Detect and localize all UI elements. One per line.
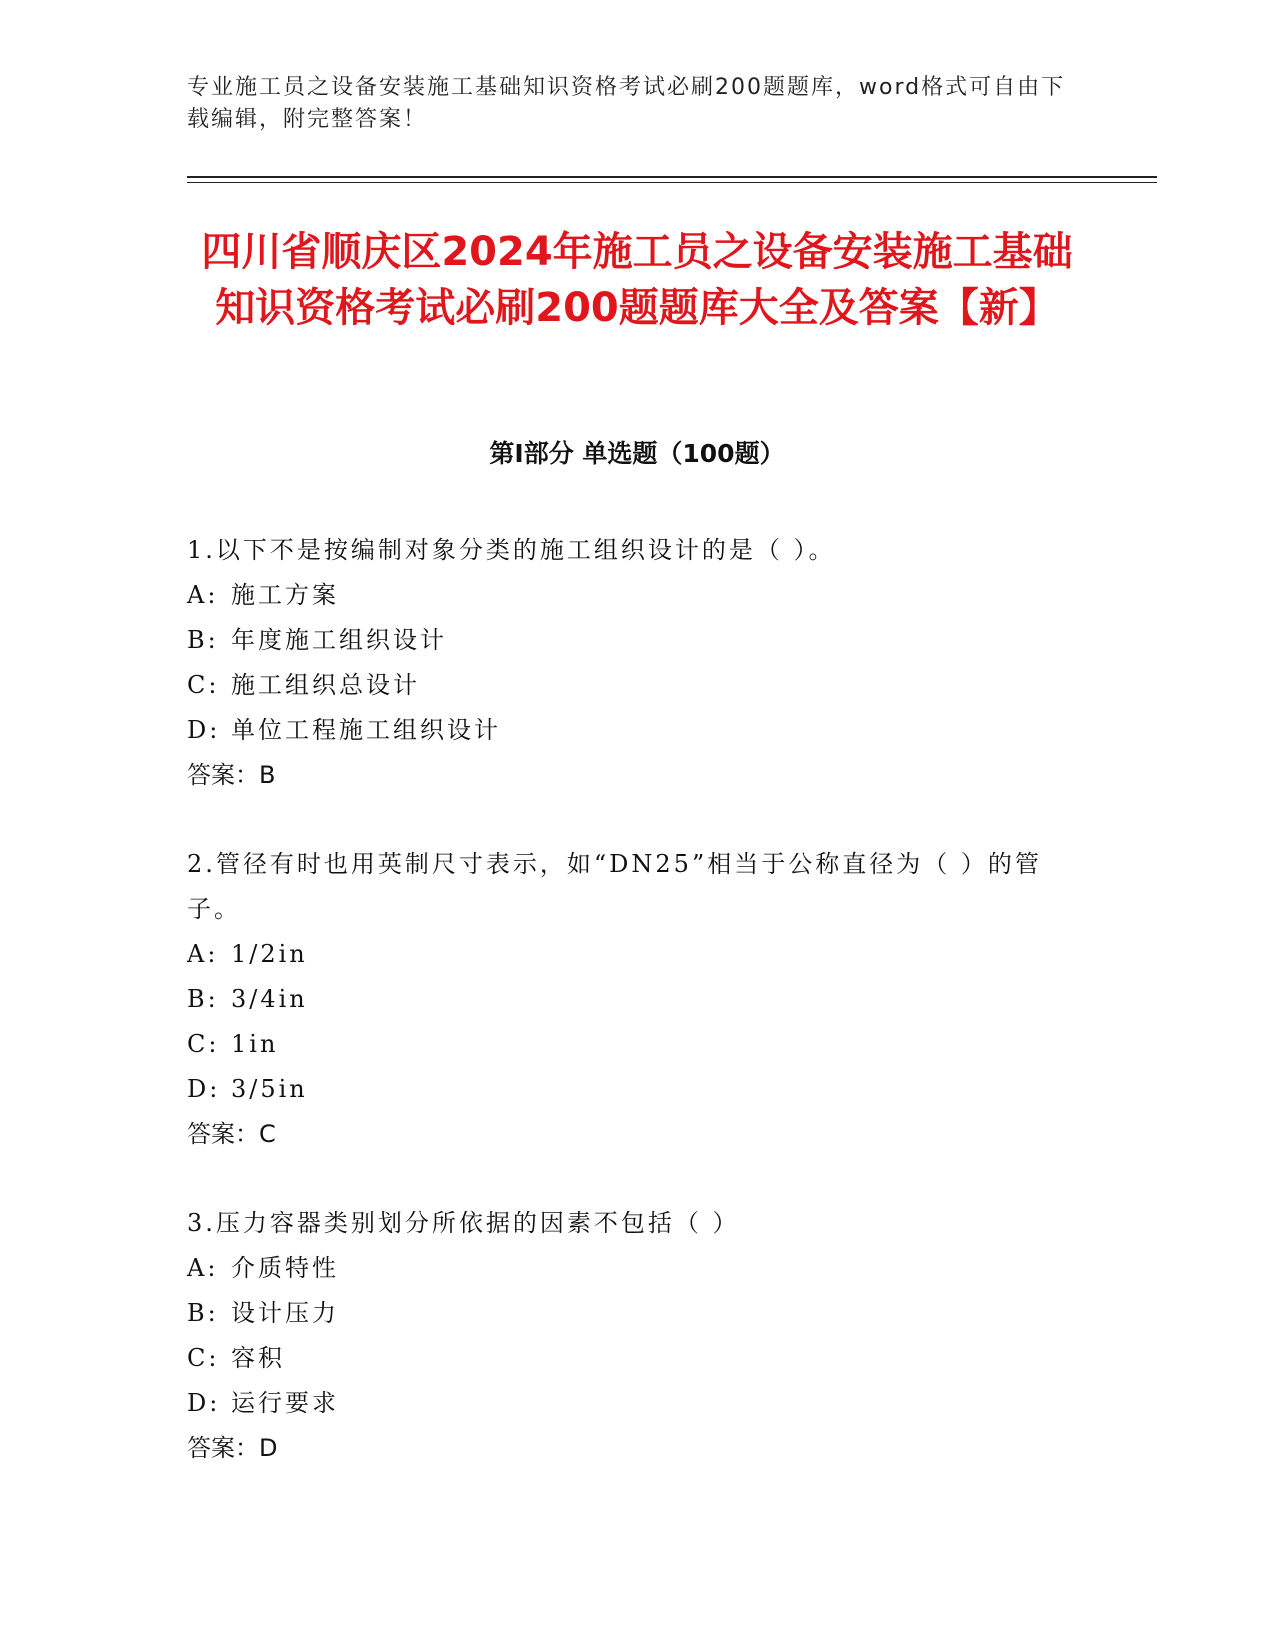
answer-line: 答案：C <box>187 1120 276 1148</box>
header-rule-thin <box>187 182 1157 183</box>
option-label: A: <box>187 1254 219 1282</box>
question-stem: 2.管径有时也用英制尺寸表示，如“DN25”相当于公称直径为（ ）的管子。 <box>187 850 1042 923</box>
question-list <box>187 528 1087 1515</box>
document-header-note: 专业施工员之设备安装施工基础知识资格考试必刷200题题库，word格式可自由下载编辑，附完整答案！ <box>187 75 1066 132</box>
option-text: 容积 <box>231 1344 285 1372</box>
option-a <box>187 573 1087 618</box>
option-d <box>187 1381 1087 1426</box>
option-text: 3/4in <box>231 985 308 1013</box>
option-label: C: <box>187 671 220 699</box>
question-1 <box>187 528 1087 798</box>
section-heading: 第Ⅰ部分 单选题（100题） <box>489 439 785 468</box>
option-a <box>187 1246 1087 1291</box>
option-c <box>187 1022 1087 1067</box>
option-text: 年度施工组织设计 <box>231 626 447 654</box>
option-text: 运行要求 <box>231 1389 339 1417</box>
answer-line: 答案：B <box>187 761 276 789</box>
option-a <box>187 932 1087 977</box>
question-stem: 3.压力容器类别划分所依据的因素不包括（ ） <box>187 1209 740 1237</box>
option-label: A: <box>187 940 219 968</box>
option-label: D: <box>187 1389 221 1417</box>
option-b <box>187 1291 1087 1336</box>
option-text: 施工组织总设计 <box>231 671 420 699</box>
document-title: 四川省顺庆区2024年施工员之设备安装施工基础知识资格考试必刷200题题库大全及答案【新】 <box>201 229 1073 331</box>
question-3 <box>187 1201 1087 1471</box>
option-label: D: <box>187 716 221 744</box>
option-text: 介质特性 <box>231 1254 339 1282</box>
option-c <box>187 663 1087 708</box>
option-c <box>187 1336 1087 1381</box>
option-text: 设计压力 <box>231 1299 339 1327</box>
option-text: 1in <box>231 1030 279 1058</box>
option-text: 3/5in <box>231 1075 308 1103</box>
option-label: C: <box>187 1344 220 1372</box>
question-stem: 1.以下不是按编制对象分类的施工组织设计的是（ ）。 <box>187 536 836 564</box>
option-b <box>187 618 1087 663</box>
option-text: 单位工程施工组织设计 <box>231 716 501 744</box>
option-label: C: <box>187 1030 220 1058</box>
answer-line: 答案：D <box>187 1434 278 1462</box>
question-2 <box>187 842 1087 1157</box>
option-b <box>187 977 1087 1022</box>
option-label: A: <box>187 581 219 609</box>
option-label: B: <box>187 985 219 1013</box>
option-d <box>187 708 1087 753</box>
option-text: 1/2in <box>231 940 308 968</box>
header-rule-thick <box>187 176 1157 178</box>
option-label: B: <box>187 626 219 654</box>
option-text: 施工方案 <box>231 581 339 609</box>
option-d <box>187 1067 1087 1112</box>
option-label: B: <box>187 1299 219 1327</box>
option-label: D: <box>187 1075 221 1103</box>
